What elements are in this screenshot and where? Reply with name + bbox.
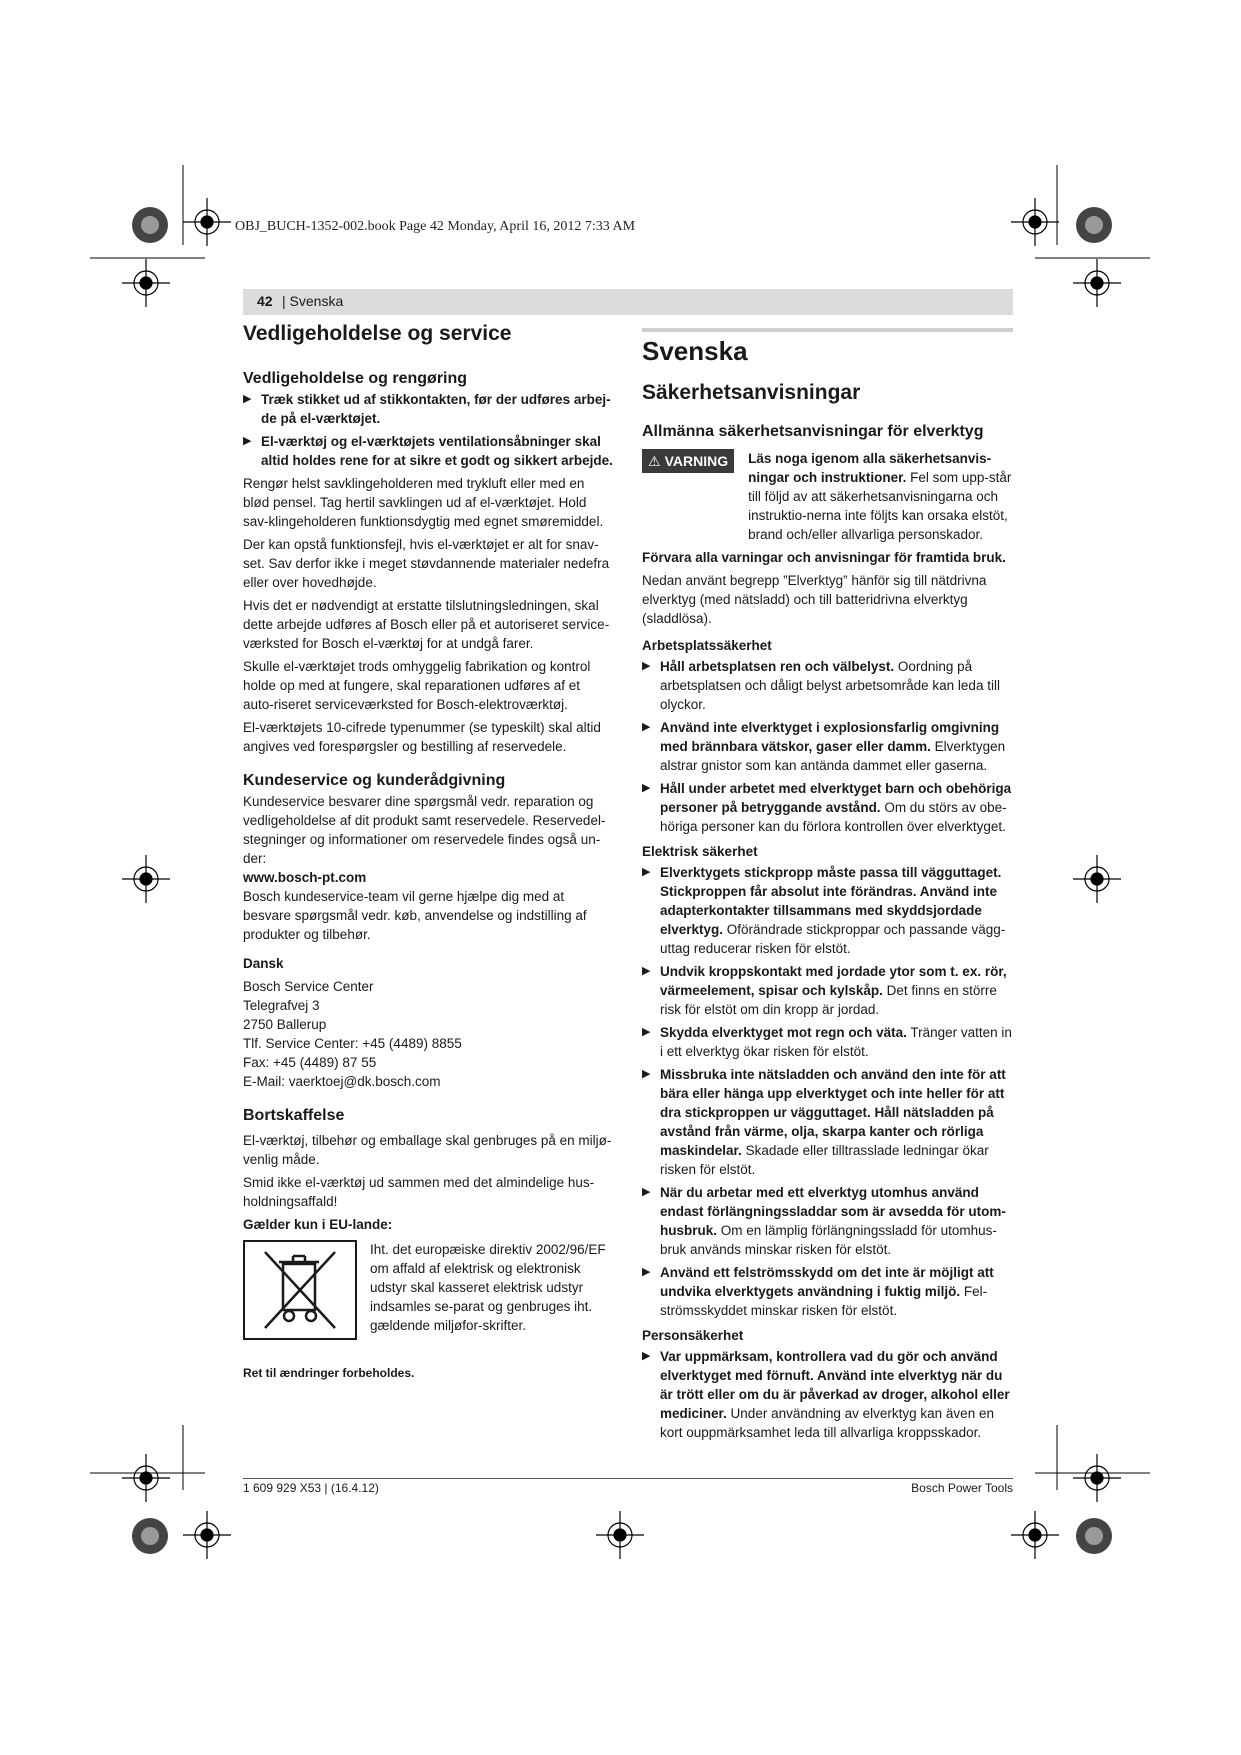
arrow-icon: ▶ (243, 393, 252, 405)
list-item: ▶ Skydda elverktyget mot regn och väta. Tränger vatten in i ett elverktyg ökar risken för elstöt. (642, 1025, 1012, 1059)
list-item: ▶ Använd ett felströmsskydd om det inte är möjligt att undvika elverktygets användning i fuktig miljö. Fel-strömsskyddet minskar risken för elstöt. (642, 1265, 994, 1318)
reserve-note: Ret til ændringer forbeholdes. (243, 1366, 415, 1380)
list-item: ▶ Håll arbetsplatsen ren och välbelyst. Oordning på arbetsplatsen och dåligt belyst arbetsområde kan leda till olyckor. (642, 659, 1000, 712)
page-header (243, 289, 1013, 315)
disposal-heading: Bortskaffelse (243, 1107, 345, 1124)
arrow-icon: ▶ (642, 1266, 651, 1278)
list-item: ▶ Undvik kroppskontakt med jordade ytor som t. ex. rör, värmeelement, spisar och kylskåp. Det finns en större risk för elstöt om din kropp är jordad. (642, 964, 1007, 1017)
personal-heading: Personsäkerhet (642, 1328, 744, 1343)
paragraph: Smid ikke el-værktøj ud sammen med det almindelige hus-holdningsaffald! (243, 1175, 595, 1209)
header-language-label: Svenska (289, 293, 344, 309)
address-line: Telegrafvej 3 (243, 998, 320, 1013)
arrow-icon: ▶ (642, 1068, 651, 1080)
country-heading: Dansk (243, 956, 284, 971)
list-item: ▶ Använd inte elverktyget i explosionsfarlig omgivning med brännbara vätskor, gaser eller damm. Elverktygen alstrar gnistor som kan antända dammet eller gaserna. (642, 720, 1006, 773)
paragraph: El-værktøjets 10-cifrede typenummer (se typeskilt) skal altid angives ved forespørgsler og bestilling af reservedele. (243, 720, 601, 754)
arrow-icon: ▶ (642, 1186, 651, 1198)
arrow-icon: ▶ (642, 866, 651, 878)
warning-text: Läs noga igenom alla säkerhetsanvis-ningar och instruktioner. Fel som upp-står till följd av att säkerhetsanvisningarna och instruktio-nerna inte följts kan orsaka elstöt, brand och/eller allvarliga personskador. (748, 451, 1012, 542)
paragraph: Der kan opstå funktionsfejl, hvis el-værktøjet er alt for snav-set. Sav derfor ikke i meget støvdannende materialer nedefra eller over hovedhøjde. (243, 537, 610, 590)
arrow-icon: ▶ (642, 782, 651, 794)
paragraph: Hvis det er nødvendigt at erstatte tilslutningsledningen, skal dette arbejde udføres af Bosch eller på et autoriseret service-værksted for Bosch el-værktøj for at undgå farer. (243, 598, 610, 651)
paragraph: Bosch kundeservice-team vil gerne hjælpe dig med at besvare spørgsmål vedr. køb, anvendelse og indstilling af produkter og tilbehør. (243, 889, 587, 942)
address-block (243, 977, 613, 1091)
email-line[interactable]: E-Mail: vaerktoej@dk.bosch.com (243, 1074, 441, 1089)
paragraph: El-værktøj, tilbehør og emballage skal genbruges på en miljø-venlig måde. (243, 1133, 612, 1167)
weee-block (243, 1240, 613, 1340)
warning-icon: ⚠ (648, 453, 661, 469)
list-item: ▶ El-værktøj og el-værktøjets ventilationsåbninger skal altid holdes rene for at sikre et godt og sikkert arbejde. (243, 434, 613, 468)
address-line: Tlf. Service Center: +45 (4489) 8855 (243, 1036, 462, 1051)
address-line: Bosch Service Center (243, 979, 374, 994)
list-item: ▶ Var uppmärksam, kontrollera vad du gör och använd elverktyget med förnuft. Använd inte elverktyg när du är trött eller om du är påverkad av droger, alkohol eller mediciner. Under användning av elverktyg kan även en kort ouppmärksamhet leda till allvarliga kroppsskador. (642, 1349, 1010, 1440)
warning-badge: ⚠ VARNING (642, 449, 734, 473)
address-line: 2750 Ballerup (243, 1017, 327, 1032)
paragraph: Skulle el-værktøjet trods omhyggelig fabrikation og kontrol holde op med at fungere, skal reparationen udføres af et auto-riseret serviceværksted for Bosch-elektroværktøj. (243, 659, 591, 712)
maintenance-heading: Vedligeholdelse og rengøring (243, 370, 468, 387)
footer-rule (243, 1478, 1013, 1479)
warning-block (642, 449, 1013, 544)
footer-doc-number: 1 609 929 X53 | (16.4.12) (243, 1481, 379, 1495)
page-number: 42 (257, 293, 273, 309)
right-column (642, 320, 1013, 1442)
eu-directive-text: Iht. det europæiske direktiv 2002/96/EF om affald af elektrisk og elektronisk udstyr skal kasseret elektrisk udstyr indsamles se-parat og genbruges iht. gældende miljøfor-skrifter. (370, 1242, 606, 1333)
customer-service-heading: Kundeservice og kunderådgivning (243, 772, 506, 789)
address-line: Fax: +45 (4489) 87 55 (243, 1055, 377, 1070)
section-title: Vedligeholdelse og service (243, 322, 512, 345)
electrical-heading: Elektrisk säkerhet (642, 844, 758, 859)
arrow-icon: ▶ (642, 965, 651, 977)
left-column (243, 320, 613, 1383)
language-title: Svenska (642, 336, 748, 366)
paragraph: Kundeservice besvarer dine spørgsmål vedr. reparation og vedligeholdelse af dit produkt samt reservedele. Reservedel-stegninger og informationer om reservedele findes også un-der: (243, 794, 606, 866)
header-language: | Svenska (282, 293, 344, 309)
arrow-icon: ▶ (243, 435, 252, 447)
keep-note: Förvara alla varningar och anvisningar för framtida bruk. (642, 550, 1006, 565)
list-item: ▶ Træk stikket ud af stikkontakten, før der udføres arbej-de på el-værktøjet. (243, 392, 611, 426)
arrow-icon: ▶ (642, 1026, 651, 1038)
list-item: ▶ Missbruka inte nätsladden och använd den inte för att bära eller hänga upp elverktyget och inte heller för att dra stickproppen ur vägguttaget. Håll nätsladden på avstånd från värme, olja, skarpa kanter och rörliga maskindelar. Skadade eller tilltrasslade ledningar ökar risken för elstöt. (642, 1067, 1006, 1177)
paragraph: Rengør helst savklingeholderen med trykluft eller med en blød pensel. Tag hertil savklingen ud af el-værktøjet. Hold sav-klingeholderen funktionsdygtig med egnet smøremiddel. (243, 476, 604, 529)
list-item: ▶ Elverktygets stickpropp måste passa till vägguttaget. Stickproppen får absolut inte förändras. Använd inte adapterkontakter tillsammans med skyddsjordade elverktyg. Oförändrade stickproppar och passande vägg-uttag reducerar risken för elstöt. (642, 865, 1006, 956)
website-link[interactable]: www.bosch-pt.com (243, 870, 367, 885)
workplace-heading: Arbetsplatssäkerhet (642, 638, 772, 653)
arrow-icon: ▶ (642, 721, 651, 733)
arrow-icon: ▶ (642, 660, 651, 672)
file-header: OBJ_BUCH-1352-002.book Page 42 Monday, April 16, 2012 7:33 AM (235, 219, 636, 234)
list-item: ▶ Håll under arbetet med elverktyget barn och obehöriga personer på betryggande avstånd. Om du störs av obe-höriga personer kan du förlora kontrollen över elverktyget. (642, 781, 1012, 834)
crossed-out-bin-icon (243, 1240, 357, 1340)
safety-title: Säkerhetsanvisningar (642, 381, 861, 404)
term-note: Nedan använt begrepp ”Elverktyg” hänför sig till nätdrivna elverktyg (med nätsladd) och till batteridrivna elverktyg (sladdlösa). (642, 573, 987, 626)
list-item: ▶ När du arbetar med ett elverktyg utomhus använd endast förlängningssladdar som är avsedda för utom-husbruk. Om en lämplig förlängningssladd för utomhus-bruk används minskar risken för elstöt. (642, 1185, 1006, 1257)
eu-heading: Gælder kun i EU-lande: (243, 1217, 393, 1232)
footer-brand: Bosch Power Tools (911, 1481, 1013, 1495)
general-safety-heading: Allmänna säkerhetsanvisningar för elverktyg (642, 423, 984, 440)
arrow-icon: ▶ (642, 1350, 651, 1362)
